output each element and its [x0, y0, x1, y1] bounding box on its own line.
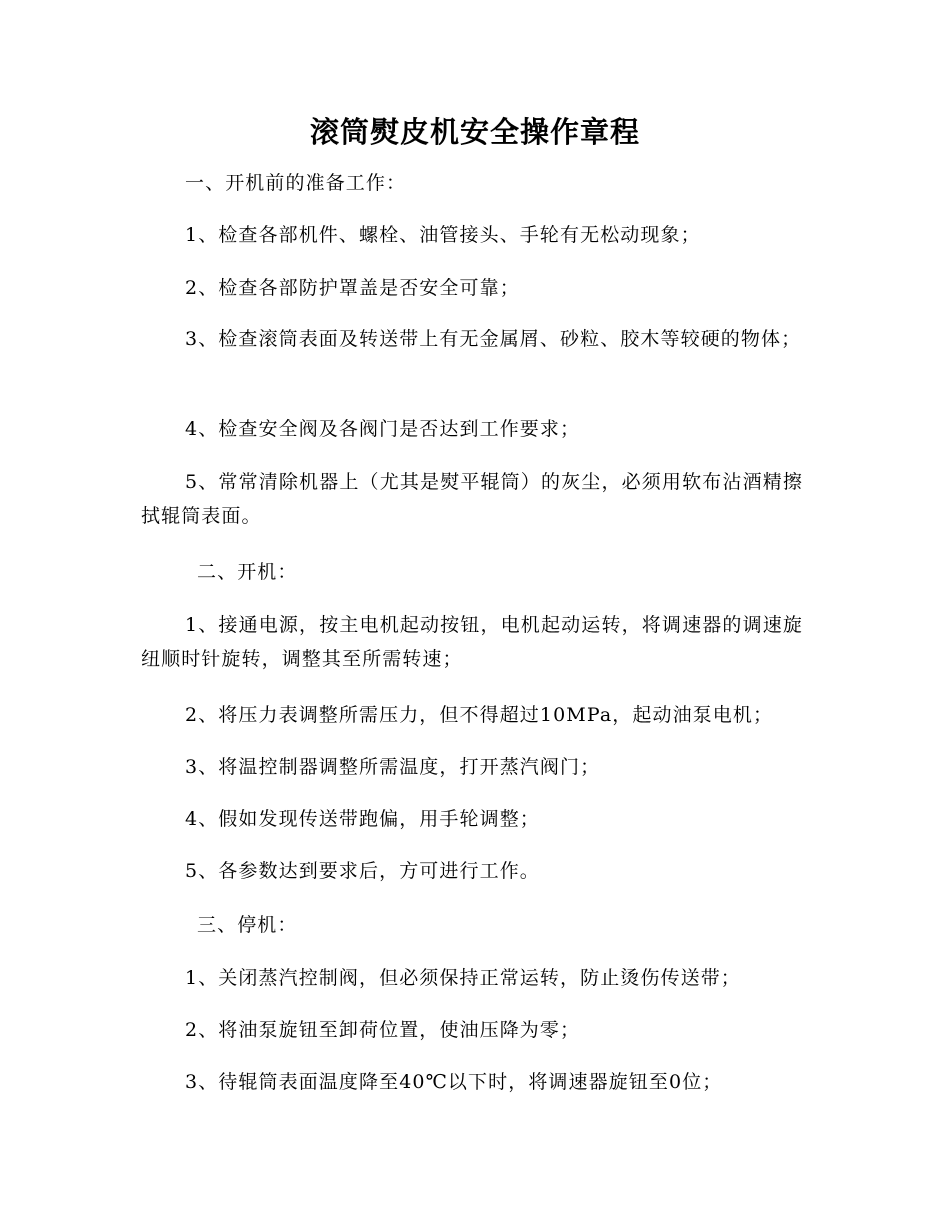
document-title: 滚筒熨皮机安全操作章程 [309, 115, 640, 149]
prep-item-2: 2、检查各部防护罩盖是否安全可靠； [185, 277, 520, 299]
start-item-3: 3、将温控制器调整所需温度，打开蒸汽阀门； [185, 756, 601, 778]
section-heading-prep: 一、开机前的准备工作： [185, 172, 407, 194]
prep-item-5: 5、常常清除机器上（尤其是熨平辊筒）的灰尘，必须用软布沾酒精擦拭辊筒表面。 [141, 471, 803, 527]
prep-item-1: 1、检查各部机件、螺栓、油管接头、手轮有无松动现象； [185, 224, 701, 246]
stop-item-2: 2、将油泵旋钮至卸荷位置，使油压降为零； [185, 1019, 581, 1041]
start-item-2: 2、将压力表调整所需压力，但不得超过10MPa，起动油泵电机； [185, 704, 774, 726]
section-heading-start: 二、开机： [197, 561, 298, 583]
prep-item-4: 4、检查安全阀及各阀门是否达到工作要求； [185, 418, 581, 440]
start-item-4: 4、假如发现传送带跑偏，用手轮调整； [185, 808, 540, 830]
start-item-1: 1、接通电源，按主电机起动按钮，电机起动运转，将调速器的调速旋纽顺时针旋转，调整其至所需转速； [141, 614, 803, 670]
stop-item-3: 3、待辊筒表面温度降至40℃以下时，将调速器旋钮至0位； [185, 1071, 723, 1093]
section-heading-stop: 三、停机： [197, 914, 298, 936]
prep-item-3: 3、检查滚筒表面及转送带上有无金属屑、砂粒、胶木等较硬的物体； [185, 328, 802, 350]
start-item-5: 5、各参数达到要求后，方可进行工作。 [185, 860, 540, 882]
stop-item-1: 1、关闭蒸汽控制阀，但必须保持正常运转，防止烫伤传送带； [185, 967, 741, 989]
